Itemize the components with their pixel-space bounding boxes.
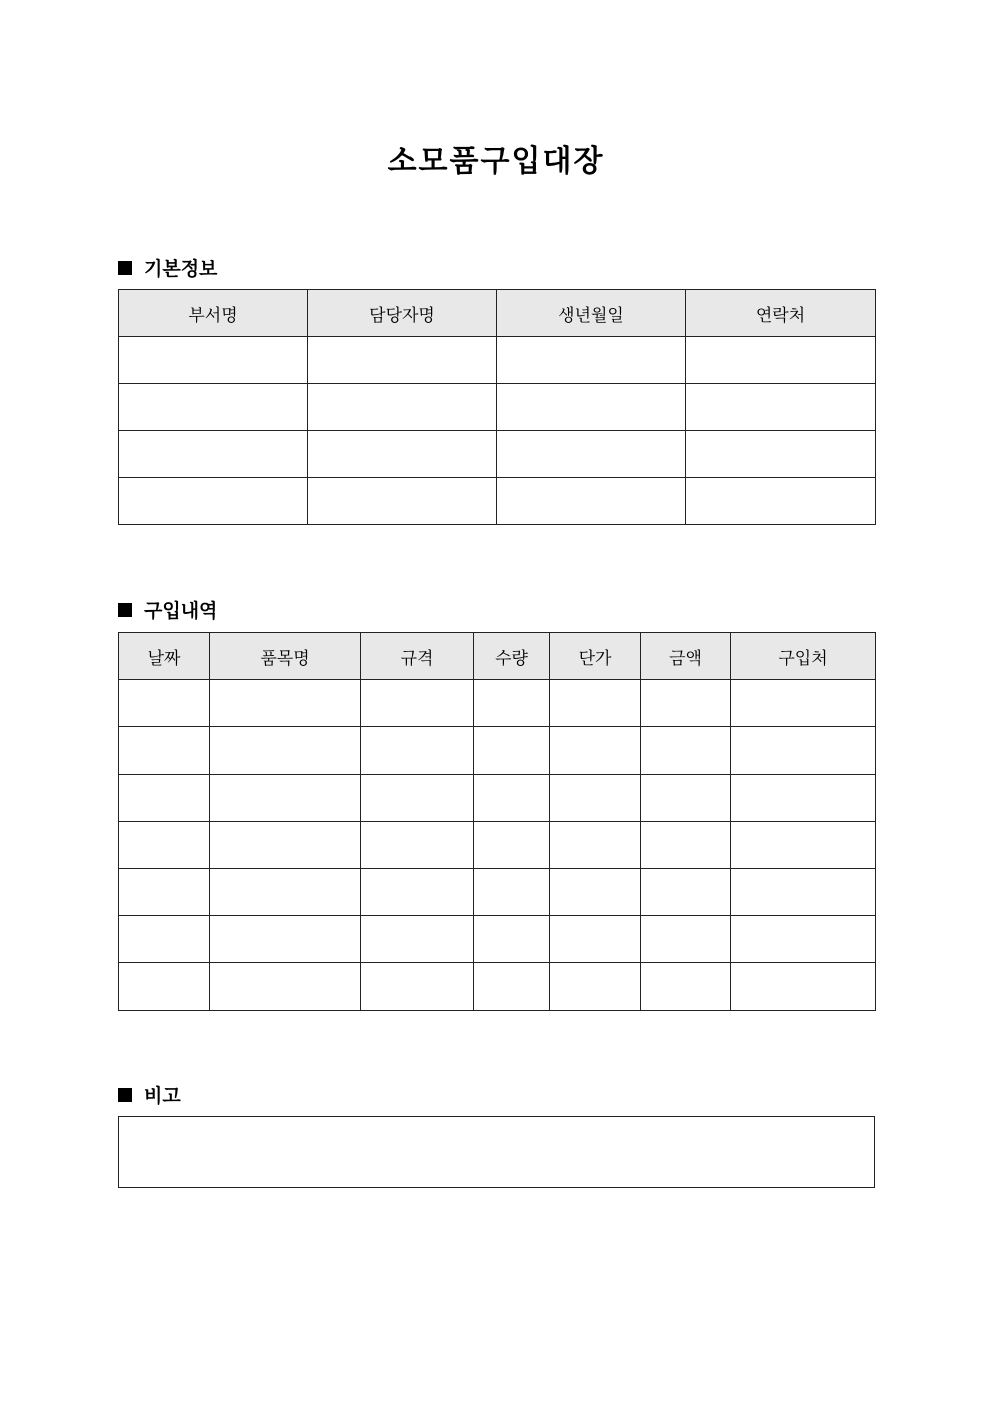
table-cell[interactable] [474,963,550,1010]
column-header-contact: 연락처 [686,290,876,337]
table-cell[interactable] [308,337,497,384]
column-header-vendor: 구입처 [731,633,876,680]
table-cell[interactable] [474,868,550,915]
column-header-unit-price: 단가 [550,633,641,680]
table-cell[interactable] [641,868,731,915]
table-cell[interactable] [641,821,731,868]
table-cell[interactable] [308,431,497,478]
table-cell[interactable] [119,868,210,915]
table-cell[interactable] [119,680,210,727]
table-cell[interactable] [474,916,550,963]
table-header-row [119,633,876,680]
basic-info-heading-label: 기본정보 [144,258,218,280]
column-header-manager: 담당자명 [308,290,497,337]
table-cell[interactable] [119,384,308,431]
table-cell[interactable] [119,774,210,821]
table-cell[interactable] [550,868,641,915]
table-cell[interactable] [497,431,686,478]
table-cell[interactable] [210,868,361,915]
table-cell[interactable] [308,478,497,525]
table-row [119,963,876,1010]
remarks-heading [118,1081,181,1108]
table-cell[interactable] [641,916,731,963]
table-cell[interactable] [308,384,497,431]
table-cell[interactable] [550,680,641,727]
table-cell[interactable] [361,727,474,774]
table-cell[interactable] [686,384,876,431]
table-row [119,916,876,963]
column-header-quantity: 수량 [474,633,550,680]
table-cell[interactable] [641,680,731,727]
remarks-heading-label: 비고 [144,1085,181,1107]
table-header-row [119,290,876,337]
table-cell[interactable] [731,821,876,868]
table-cell[interactable] [210,821,361,868]
purchases-heading-label: 구입내역 [144,600,218,622]
page-title: 소모품구입대장 [387,144,605,179]
table-cell[interactable] [361,963,474,1010]
table-cell[interactable] [731,680,876,727]
basic-info-table [118,289,876,525]
table-row [119,727,876,774]
column-header-department: 부서명 [119,290,308,337]
table-row [119,431,876,478]
table-row [119,680,876,727]
table-cell[interactable] [550,963,641,1010]
table-cell[interactable] [361,774,474,821]
table-cell[interactable] [210,774,361,821]
square-bullet-icon [118,261,132,275]
table-cell[interactable] [474,680,550,727]
table-cell[interactable] [361,680,474,727]
column-header-item-name: 품목명 [210,633,361,680]
table-cell[interactable] [731,774,876,821]
table-cell[interactable] [474,821,550,868]
purchases-heading [118,596,217,623]
table-cell[interactable] [119,821,210,868]
table-cell[interactable] [497,337,686,384]
table-cell[interactable] [497,384,686,431]
table-cell[interactable] [641,727,731,774]
table-cell[interactable] [686,337,876,384]
table-cell[interactable] [119,337,308,384]
table-cell[interactable] [361,868,474,915]
remarks-field[interactable] [118,1116,875,1188]
table-cell[interactable] [550,916,641,963]
table-row [119,774,876,821]
table-row [119,478,876,525]
column-header-date: 날짜 [119,633,210,680]
table-cell[interactable] [361,916,474,963]
table-cell[interactable] [210,963,361,1010]
purchases-table [118,632,876,1011]
table-cell[interactable] [497,478,686,525]
table-cell[interactable] [119,963,210,1010]
table-cell[interactable] [210,727,361,774]
table-cell[interactable] [119,727,210,774]
table-row [119,337,876,384]
table-cell[interactable] [550,727,641,774]
square-bullet-icon [118,1088,132,1102]
table-cell[interactable] [686,478,876,525]
square-bullet-icon [118,603,132,617]
table-cell[interactable] [731,727,876,774]
table-cell[interactable] [731,916,876,963]
column-header-birthdate: 생년월일 [497,290,686,337]
table-cell[interactable] [119,478,308,525]
table-cell[interactable] [361,821,474,868]
table-cell[interactable] [119,431,308,478]
table-cell[interactable] [686,431,876,478]
table-cell[interactable] [731,963,876,1010]
basic-info-heading [118,254,217,281]
table-cell[interactable] [210,680,361,727]
table-cell[interactable] [210,916,361,963]
table-cell[interactable] [550,821,641,868]
column-header-spec: 규격 [361,633,474,680]
table-row [119,821,876,868]
table-cell[interactable] [731,868,876,915]
table-cell[interactable] [474,727,550,774]
table-cell[interactable] [474,774,550,821]
table-cell[interactable] [119,916,210,963]
table-row [119,868,876,915]
table-row [119,384,876,431]
column-header-amount: 금액 [641,633,731,680]
table-cell[interactable] [641,963,731,1010]
table-cell[interactable] [641,774,731,821]
table-cell[interactable] [550,774,641,821]
